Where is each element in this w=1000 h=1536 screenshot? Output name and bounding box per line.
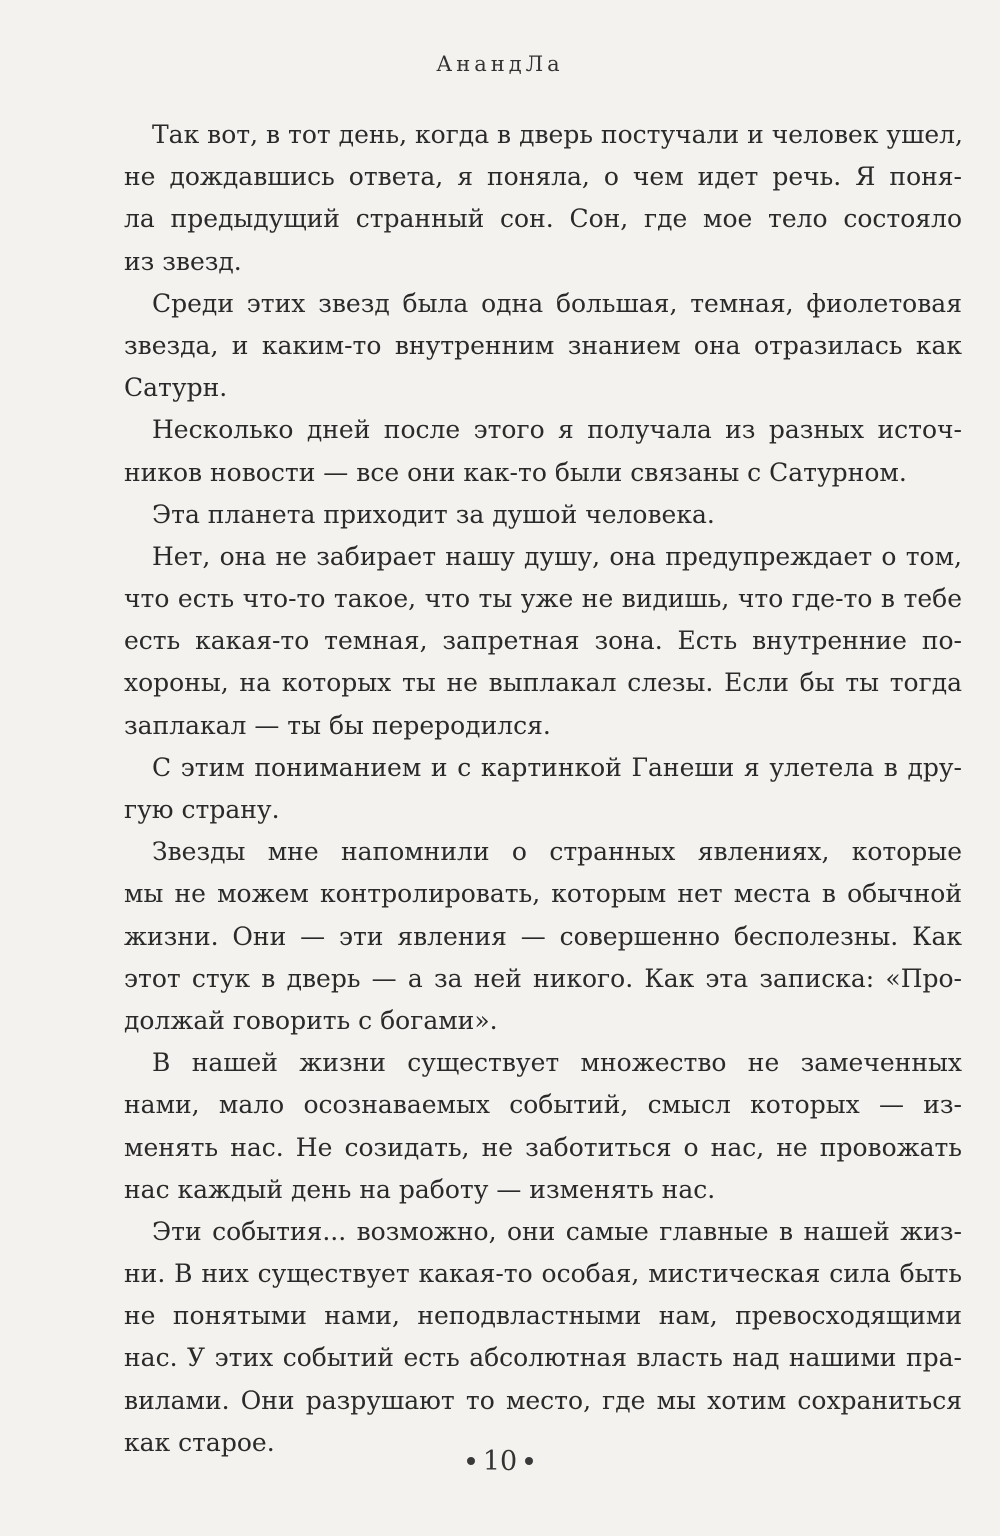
text-line: не дождавшись ответа, я поняла, о чем идет речь. Я поня-: [124, 162, 962, 192]
text-line: как старое.: [124, 1427, 275, 1457]
page-number-footer: [0, 1446, 1000, 1477]
text-line: Эта планета приходит за душой человека.: [152, 499, 715, 529]
text-line: Звезды мне напомнили о странных явлениях, которые: [152, 837, 962, 867]
text-line: гую страну.: [124, 795, 280, 824]
text-line: менять нас. Не созидать, не заботиться о нас, не провожать: [124, 1132, 962, 1162]
text-line: Нет, она не забирает нашу душу, она предупреждает о том,: [152, 541, 962, 571]
page-number: 10: [482, 1446, 518, 1477]
text-line: нас каждый день на работу — изменять нас.: [124, 1174, 716, 1204]
text-line: мы не можем контролировать, которым нет места в обычной: [124, 879, 962, 909]
text-line: из звезд.: [124, 246, 242, 276]
text-line: Сатурн.: [124, 373, 228, 403]
folio-dot-left: [467, 1457, 475, 1465]
text-line: Среди этих звезд была одна большая, темная, фиолетовая: [152, 288, 962, 318]
text-line: нас. У этих событий есть абсолютная власть над нашими пра-: [124, 1343, 962, 1373]
body-text: [124, 114, 962, 1464]
text-line: Так вот, в тот день, когда в дверь постучали и человек ушел,: [152, 120, 963, 149]
text-line: ла предыдущий странный сон. Сон, где мое тело состояло: [124, 204, 962, 234]
text-line: не понятыми нами, неподвластными нам, превосходящими: [124, 1301, 962, 1331]
text-line: С этим пониманием и с картинкой Ганеши я улетела в дру-: [152, 752, 962, 782]
text-line: должай говорить с богами».: [124, 1005, 498, 1035]
text-line: жизни. Они — эти явления — совершенно бесполезны. Как: [124, 921, 962, 951]
text-line: вилами. Они разрушают то место, где мы хотим сохраниться: [124, 1385, 962, 1415]
text-line: заплакал — ты бы переродился.: [124, 710, 551, 740]
text-line: звезда, и каким-то внутренним знанием она отразилась как: [124, 330, 962, 360]
text-line: что есть что-то такое, что ты уже не видишь, что где-то в тебе: [124, 584, 962, 614]
text-line: нами, мало осознаваемых событий, смысл которых — из-: [124, 1090, 962, 1120]
text-line: Несколько дней после этого я получала из разных источ-: [152, 415, 962, 445]
text-line: ников новости — все они как-то были связаны с Сатурном.: [124, 457, 907, 487]
running-head: АнандЛа: [436, 52, 564, 76]
text-line: есть какая-то темная, запретная зона. Есть внутренние по-: [124, 626, 962, 656]
text-line: В нашей жизни существует множество не замеченных: [152, 1048, 962, 1078]
text-line: хороны, на которых ты не выплакал слезы. Если бы ты тогда: [124, 668, 962, 698]
text-line: этот стук в дверь — а за ней никого. Как эта записка: «Про-: [124, 963, 962, 993]
text-line: ни. В них существует какая-то особая, мистическая сила быть: [124, 1259, 962, 1289]
folio-dot-right: [525, 1457, 533, 1465]
text-line: Эти события... возможно, они самые главные в нашей жиз-: [152, 1216, 962, 1246]
